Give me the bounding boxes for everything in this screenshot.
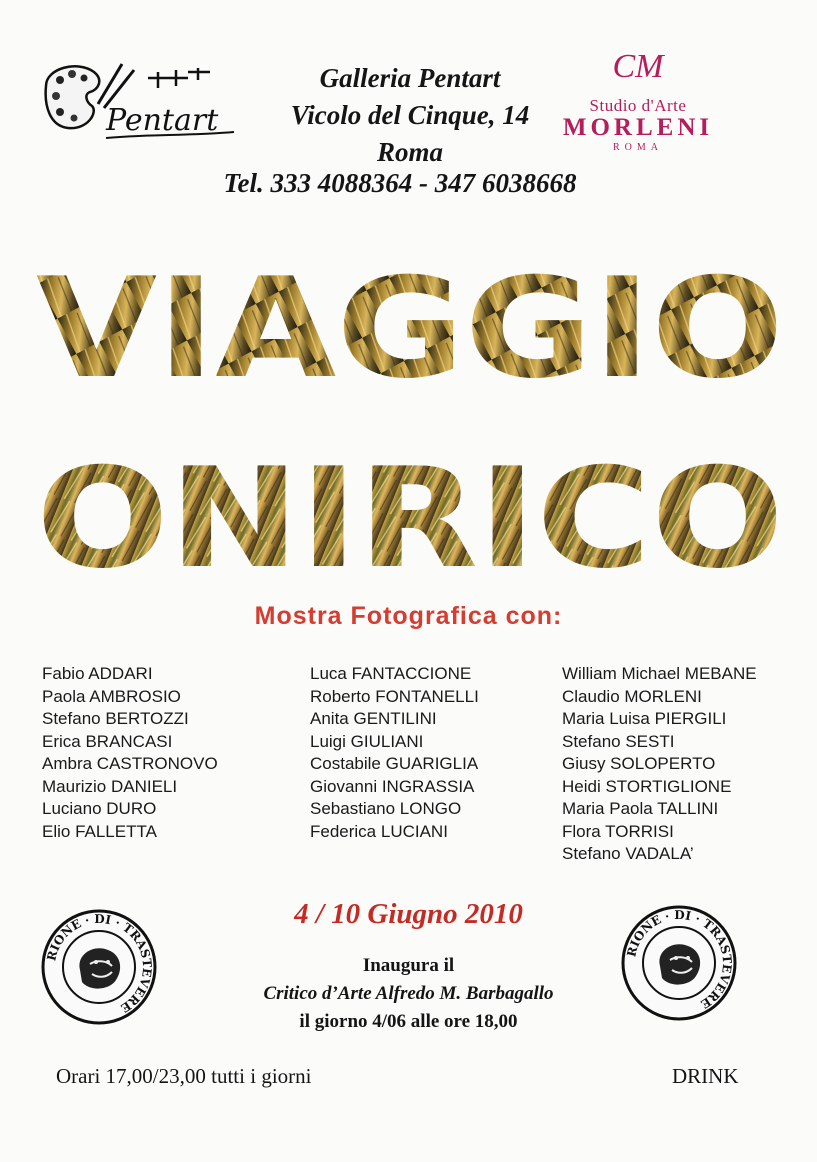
opening-hours: Orari 17,00/23,00 tutti i giorni (56, 1064, 312, 1088)
artist-name: Heidi STORTIGLIONE (562, 776, 732, 796)
artist-name: Anita GENTILINI (310, 709, 437, 728)
artist-name: Luca FANTACCIONE (310, 664, 472, 683)
artist-name: Maria Luisa PIERGILI (562, 709, 727, 728)
artist-name: Ambra CASTRONOVO (42, 754, 218, 773)
artist-name: Roberto FONTANELLI (310, 686, 479, 706)
artists-column-2 (310, 663, 479, 843)
drink-label: DRINK (672, 1064, 739, 1088)
artist-name: Giusy SOLOPERTO (562, 754, 716, 773)
exhibition-title (20, 248, 800, 588)
artist-name: Costabile GUARIGLIA (310, 754, 479, 773)
artist-name: Elio FALLETTA (42, 821, 157, 841)
artist-name: Luciano DURO (42, 799, 157, 818)
roma-label: ROMA (612, 142, 663, 153)
artist-name: Giovanni INGRASSIA (310, 776, 475, 796)
opening-label: Inaugura il (362, 955, 455, 976)
opening-time: il giorno 4/06 alle ore 18,00 (299, 1011, 518, 1032)
artist-name: Maria Paola TALLINI (562, 799, 719, 818)
gallery-info (240, 60, 580, 171)
artists-column-3 (562, 663, 757, 866)
exhibition-dates: 4 / 10 Giugno 2010 (294, 898, 523, 930)
morleni-label: MORLENI (562, 114, 714, 141)
artist-name: William Michael MEBANE (562, 664, 757, 683)
critic-name: Critico d’Arte Alfredo M. Barbagallo (263, 983, 554, 1004)
artist-name: Maurizio DANIELI (42, 776, 178, 796)
studio-label: Studio d'Arte (589, 96, 687, 115)
cm-monogram: CM (612, 48, 664, 85)
artist-name: Stefano VADALA’ (562, 844, 694, 863)
opening-info (150, 952, 667, 1036)
pentart-logo-text: Pentart (106, 103, 219, 138)
artist-name: Stefano BERTOZZI (42, 709, 189, 728)
trastevere-seal-icon (40, 908, 158, 1026)
trastevere-seal-icon (620, 904, 738, 1022)
artist-name: Flora TORRISI (562, 821, 674, 841)
artists-column-1 (42, 663, 218, 843)
gallery-city: Roma (376, 137, 443, 167)
artist-name: Sebastiano LONGO (310, 799, 462, 818)
subtitle: Mostra Fotografica con: (254, 602, 563, 630)
artist-name: Federica LUCIANI (310, 821, 448, 841)
artist-name: Stefano SESTI (562, 731, 675, 751)
pentart-logo (38, 58, 238, 148)
gallery-name: Galleria Pentart (319, 63, 501, 93)
seal-text: RIONE · DI · TRASTEVERE (624, 907, 735, 1012)
gallery-phone: Tel. 333 4088364 - 347 6038668 (223, 168, 577, 198)
artist-name: Erica BRANCASI (42, 731, 173, 751)
palette-icon (38, 58, 238, 148)
artist-name: Luigi GIULIANI (310, 731, 424, 751)
artist-name: Fabio ADDARI (42, 664, 153, 683)
artist-name: Paola AMBROSIO (42, 686, 181, 706)
artist-name: Claudio MORLENI (562, 686, 702, 706)
studio-morleni-logo (548, 44, 728, 154)
gallery-address: Vicolo del Cinque, 14 (290, 100, 530, 130)
seal-text: RIONE · DI · TRASTEVERE (44, 911, 155, 1016)
title-line-1: VIAGGIO (36, 248, 784, 409)
title-line-2: ONIRICO (36, 438, 784, 588)
